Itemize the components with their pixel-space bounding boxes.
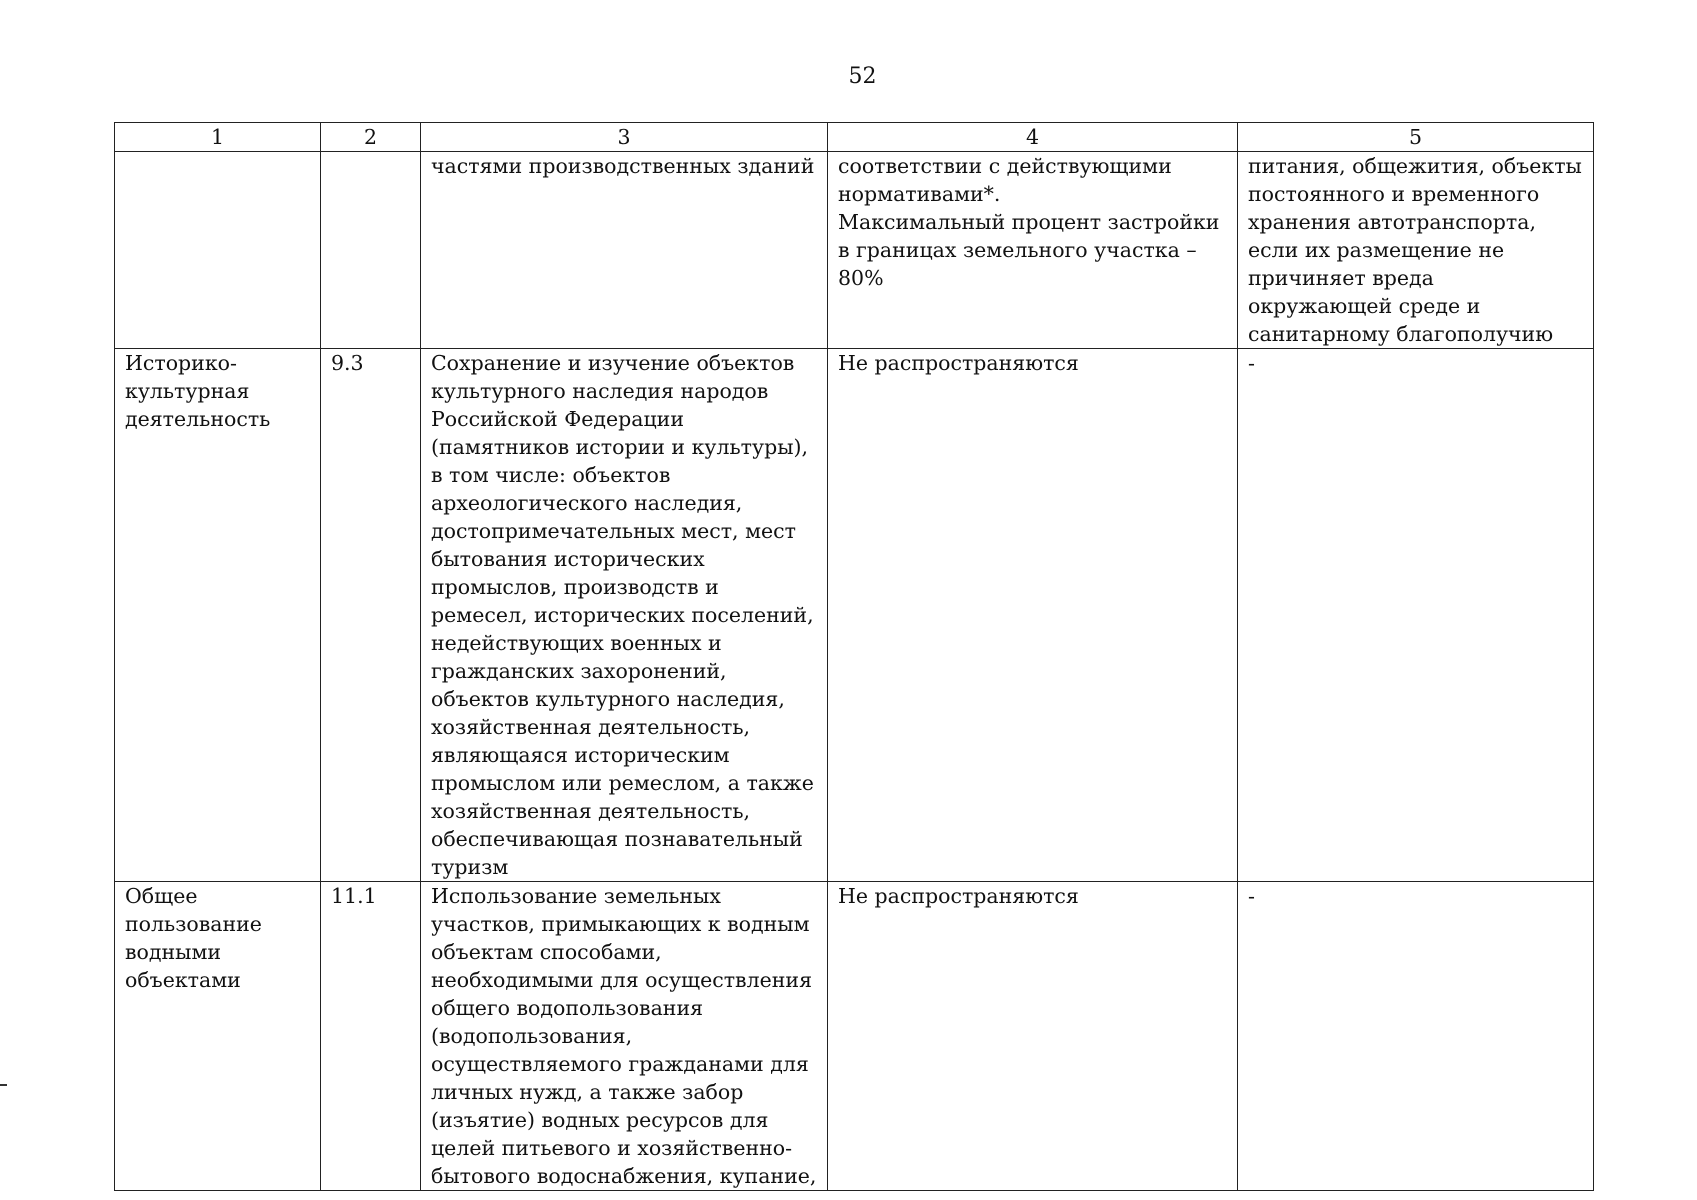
column-header-1: 1	[115, 123, 321, 152]
auxiliary-uses-cell: питания, общежития, объекты постоянного и временного хранения автотранспорта, если их размещение не причиняет вреда окружающей среде и санитарному благополучию	[1238, 152, 1594, 349]
land-use-name-cell: Общее пользование водными объектами	[115, 882, 321, 1191]
column-header-4: 4	[828, 123, 1238, 152]
column-header-5: 5	[1238, 123, 1594, 152]
parameters-cell: Не распространяются	[828, 349, 1238, 882]
land-use-code-cell: 11.1	[321, 882, 421, 1191]
column-header-3: 3	[421, 123, 828, 152]
auxiliary-uses-cell: -	[1238, 882, 1594, 1191]
land-use-description-cell: Использование земельных участков, примыкающих к водным объектам способами, необходимыми для осуществления общего водопользования (водопользования, осуществляемого гражданами для личных нужд, а также забор (изъятие) водных ресурсов для целей питьевого и хозяйственно-бытового водоснабжения, купание,	[421, 882, 828, 1191]
parameters-cell: Не распространяются	[828, 882, 1238, 1191]
land-use-code-cell	[321, 152, 421, 349]
page-number: 52	[848, 64, 877, 89]
table-row	[115, 152, 1594, 349]
table-row	[115, 882, 1594, 1191]
land-use-description-cell: частями производственных зданий	[421, 152, 828, 349]
margin-mark	[0, 1084, 7, 1086]
table-row	[115, 349, 1594, 882]
land-use-code-cell: 9.3	[321, 349, 421, 882]
table-header-row	[115, 123, 1594, 152]
parameters-cell: соответствии с действующими нормативами*. Максимальный процент застройки в границах земельного участка – 80%	[828, 152, 1238, 349]
auxiliary-uses-cell: -	[1238, 349, 1594, 882]
land-use-name-cell	[115, 152, 321, 349]
land-use-description-cell: Сохранение и изучение объектов культурного наследия народов Российской Федерации (памятников истории и культуры), в том числе: объектов археологического наследия, достопримечательных мест, мест бытования исторических промыслов, производств и ремесел, исторических поселений, недействующих военных и гражданских захоронений, объектов культурного наследия, хозяйственная деятельность, являющаяся историческим промыслом или ремеслом, а также хозяйственная деятельность, обеспечивающая познавательный туризм	[421, 349, 828, 882]
zoning-table	[114, 122, 1594, 1191]
column-header-2: 2	[321, 123, 421, 152]
land-use-name-cell: Историко-культурная деятельность	[115, 349, 321, 882]
